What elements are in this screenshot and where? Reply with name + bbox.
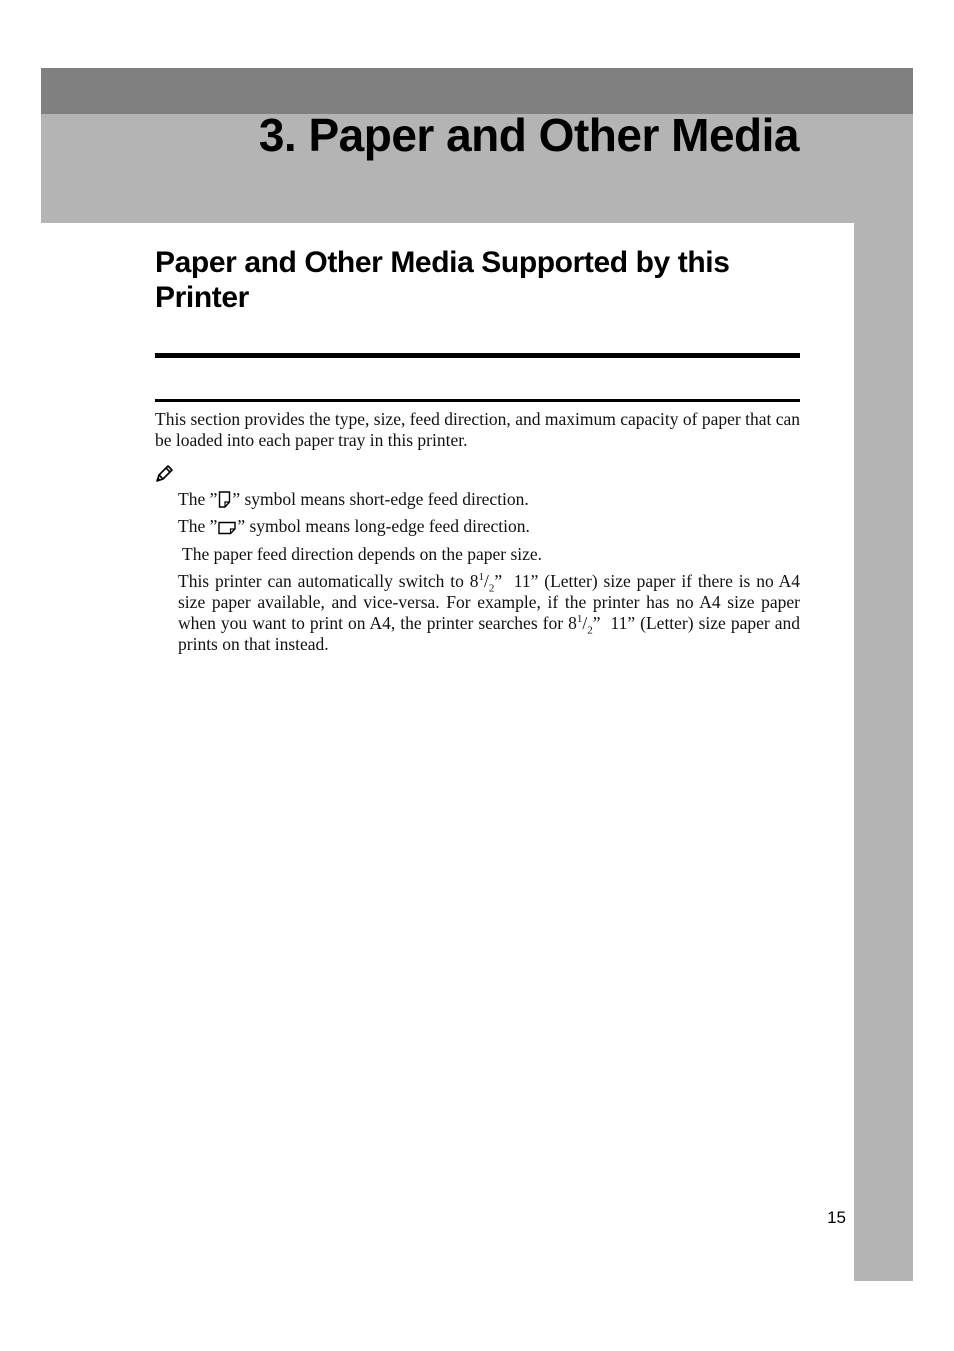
auto-switch-text-2: ” 11” (Letter) size paper if there is no A4 size paper available, and vice-versa. For example, if the printer has no A4 size paper when you want to print on A4, the printer searches for 8 <box>178 571 800 633</box>
side-thumb-tab <box>854 223 913 1281</box>
auto-switch-text-1: This printer can automatically switch to 8 <box>178 571 479 591</box>
note-auto-switch <box>178 571 800 655</box>
note-long-edge-prefix: The ” <box>178 516 218 536</box>
long-edge-feed-icon <box>218 521 236 535</box>
note-short-edge <box>178 489 800 510</box>
short-edge-feed-icon <box>218 491 231 508</box>
fraction-one-half: $^1/_2$ <box>478 571 495 595</box>
section-rule-thin <box>155 399 800 402</box>
note-long-edge <box>178 516 800 537</box>
note-short-edge-suffix: ” symbol means short-edge feed direction. <box>232 489 529 509</box>
pencil-note-icon <box>154 464 174 484</box>
auto-switch-text-3: ” 11” (Letter) size paper and prints on that instead. <box>178 613 800 654</box>
fraction-denominator: 2 <box>488 582 495 595</box>
fraction-denominator-2: 2 <box>587 624 593 637</box>
fraction-numerator-2: 1 <box>576 613 583 626</box>
intro-paragraph: This section provides the type, size, feed direction, and maximum capacity of paper that can be loaded into each paper tray in this printer. <box>155 409 800 450</box>
note-short-edge-prefix: The ” <box>178 489 218 509</box>
fraction-numerator: 1 <box>478 571 484 584</box>
chapter-title: 3. Paper and Other Media <box>258 109 799 161</box>
note-long-edge-suffix: ” symbol means long-edge feed direction. <box>237 516 530 536</box>
note-feed-direction: The paper feed direction depends on the paper size. <box>182 544 543 564</box>
section-rule-thick <box>155 353 800 358</box>
page-number: 15 <box>827 1208 846 1227</box>
fraction-one-half-2: $^1/_2$ <box>576 613 593 637</box>
section-title: Paper and Other Media Supported by this Printer <box>155 246 730 314</box>
